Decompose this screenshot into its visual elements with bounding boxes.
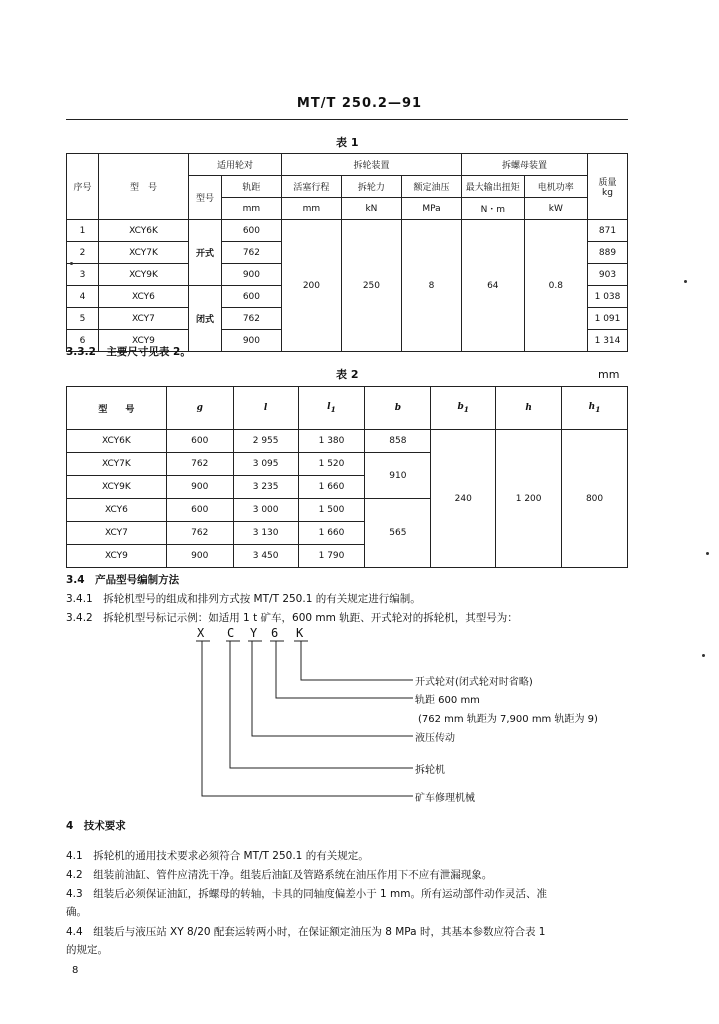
t2-l: 3 095 [233, 453, 298, 476]
table2-unit: mm [598, 368, 620, 381]
t1-seq: 5 [67, 308, 99, 330]
t1-head-pressure: 额定油压 [401, 176, 461, 198]
t1-mass: 1 314 [588, 330, 628, 352]
table2-caption: 表 2 [336, 368, 359, 381]
t1-model: XCY9 [98, 330, 188, 352]
t1-head-dismount-group: 拆轮装置 [281, 154, 461, 176]
t2-head-l1: $l_1$ [298, 387, 365, 430]
t1-stroke: 200 [281, 220, 341, 352]
t1-head-power: 电机功率 [524, 176, 587, 198]
t1-mass: 1 091 [588, 308, 628, 330]
code-letter-x: X [197, 626, 205, 640]
t2-b1: 240 [431, 430, 496, 568]
t2-l: 3 235 [233, 476, 298, 499]
scan-speck [684, 280, 687, 283]
scan-speck [706, 552, 709, 555]
t1-closed-type: 闭式 [189, 286, 222, 352]
t2-head-model: 型 号 [67, 387, 167, 430]
t2-head-l: l [233, 387, 298, 430]
page-number: 8 [72, 965, 79, 976]
t1-head-wheel-group: 适用轮对 [189, 154, 282, 176]
t1-head-torque: 最大输出扭矩 [462, 176, 525, 198]
t1-head-force: 拆轮力 [341, 176, 401, 198]
t1-seq: 4 [67, 286, 99, 308]
t1-gauge: 600 [221, 220, 281, 242]
t1-force: 250 [341, 220, 401, 352]
t2-l: 3 450 [233, 545, 298, 568]
t2-l1: 1 660 [298, 522, 365, 545]
t2-b: 565 [365, 499, 431, 568]
t2-g: 762 [166, 522, 233, 545]
t2-l1: 1 500 [298, 499, 365, 522]
code-letter-k: K [296, 626, 304, 640]
t1-power: 0.8 [524, 220, 587, 352]
ann-c: 拆轮机 [415, 765, 445, 776]
t1-open-type: 开式 [189, 220, 222, 286]
t1-head-pressure-unit: MPa [401, 198, 461, 220]
t1-head-stroke-unit: mm [281, 198, 341, 220]
para-4-2: 4.2 组装前油缸、管件应清洗干净。组装后油缸及管路系统在油压作用下不应有泄漏现象。 [66, 869, 493, 881]
t2-head-b: b [365, 387, 431, 430]
leader-k [301, 641, 413, 680]
para-4-3: 4.3 组装后必须保证油缸，拆螺母的转轴，卡具的同轴度偏差小于 1 mm。所有运动部件动作灵活、准 [66, 888, 548, 900]
leader-c [230, 641, 413, 768]
t1-head-model: 型 号 [98, 154, 188, 220]
t2-l: 3 130 [233, 522, 298, 545]
t2-g: 900 [166, 476, 233, 499]
t2-l: 3 000 [233, 499, 298, 522]
t2-h1: 800 [562, 430, 628, 568]
t1-head-seq: 序号 [67, 154, 99, 220]
t1-head-wheel-type: 型号 [189, 176, 222, 220]
t1-gauge: 900 [221, 264, 281, 286]
ann-6-note: (762 mm 轨距为 7,900 mm 轨距为 9) [418, 714, 598, 725]
t1-torque: 64 [462, 220, 525, 352]
t1-head-stroke: 活塞行程 [281, 176, 341, 198]
code-letter-6: 6 [271, 626, 279, 640]
t2-g: 900 [166, 545, 233, 568]
t1-head-force-unit: kN [341, 198, 401, 220]
para-4-4-cont: 的规定。 [66, 944, 108, 956]
t2-l1: 1 380 [298, 430, 365, 453]
t1-model: XCY9K [98, 264, 188, 286]
scan-speck [70, 262, 73, 265]
t1-seq: 1 [67, 220, 99, 242]
ann-6: 轨距 600 mm [415, 695, 480, 706]
t1-head-gauge: 轨距 [221, 176, 281, 198]
t2-model: XCY6K [67, 430, 167, 453]
leader-6 [276, 641, 413, 698]
t2-model: XCY9 [67, 545, 167, 568]
para-4-3-cont: 确。 [66, 906, 87, 918]
t2-l1: 1 520 [298, 453, 365, 476]
t1-head-mass: 质量 kg [588, 154, 628, 220]
t2-model: XCY9K [67, 476, 167, 499]
section-3-4-2: 3.4.2 拆轮机型号标记示例：如适用 1 t 矿车，600 mm 轨距、开式轮对的拆轮机，其型号为： [66, 612, 518, 624]
t2-head-b1: $b_1$ [431, 387, 496, 430]
t2-l1: 1 790 [298, 545, 365, 568]
t1-model: XCY7K [98, 242, 188, 264]
code-letter-y: Y [250, 626, 258, 640]
section-4: 4 技术要求 [66, 820, 126, 832]
t2-model: XCY7 [67, 522, 167, 545]
t1-model: XCY6 [98, 286, 188, 308]
table1-caption: 表 1 [336, 136, 359, 149]
para-4-4: 4.4 组装后与液压站 XY 8/20 配套运转两小时，在保证额定油压为 8 MPa 时，其基本参数应符合表 1 [66, 926, 546, 938]
t1-head-torque-unit: N・m [462, 198, 525, 220]
t1-model: XCY7 [98, 308, 188, 330]
t2-h: 1 200 [496, 430, 562, 568]
section-3-4-1: 3.4.1 拆轮机型号的组成和排列方式按 MT/T 250.1 的有关规定进行编制。 [66, 593, 421, 605]
t1-seq: 3 [67, 264, 99, 286]
t2-g: 600 [166, 430, 233, 453]
section-3-4: 3.4 产品型号编制方法 [66, 574, 180, 586]
t1-gauge: 600 [221, 286, 281, 308]
ann-k: 开式轮对(闭式轮对时省略) [415, 677, 533, 688]
t1-head-nut-group: 拆螺母装置 [462, 154, 588, 176]
t1-gauge: 762 [221, 308, 281, 330]
leader-x [202, 641, 413, 796]
t1-head-power-unit: kW [524, 198, 587, 220]
para-4-1: 4.1 拆轮机的通用技术要求必须符合 MT/T 250.1 的有关规定。 [66, 850, 369, 862]
page-header: MT/T 250.2—91 [296, 96, 423, 111]
t2-head-h1: $h_1$ [562, 387, 628, 430]
t1-mass: 889 [588, 242, 628, 264]
t2-l: 2 955 [233, 430, 298, 453]
t2-l1: 1 660 [298, 476, 365, 499]
section-3-3-2: 3.3.2 主要尺寸见表 2。 [66, 346, 191, 358]
t2-head-h: h [496, 387, 562, 430]
t1-seq: 2 [67, 242, 99, 264]
t1-pressure: 8 [401, 220, 461, 352]
t2-head-g: g [166, 387, 233, 430]
t1-mass: 871 [588, 220, 628, 242]
ann-x: 矿车修理机械 [415, 793, 475, 804]
t2-b: 910 [365, 453, 431, 499]
t2-model: XCY7K [67, 453, 167, 476]
t1-gauge: 762 [221, 242, 281, 264]
t1-seq: 6 [67, 330, 99, 352]
scan-speck [702, 654, 705, 657]
t2-g: 762 [166, 453, 233, 476]
t1-head-gauge-unit: mm [221, 198, 281, 220]
t2-model: XCY6 [67, 499, 167, 522]
t2-g: 600 [166, 499, 233, 522]
t2-b: 858 [365, 430, 431, 453]
t1-model: XCY6K [98, 220, 188, 242]
t1-mass: 903 [588, 264, 628, 286]
ann-y: 液压传动 [415, 733, 455, 744]
code-letter-c: C [227, 626, 235, 640]
t1-mass: 1 038 [588, 286, 628, 308]
t1-gauge: 900 [221, 330, 281, 352]
